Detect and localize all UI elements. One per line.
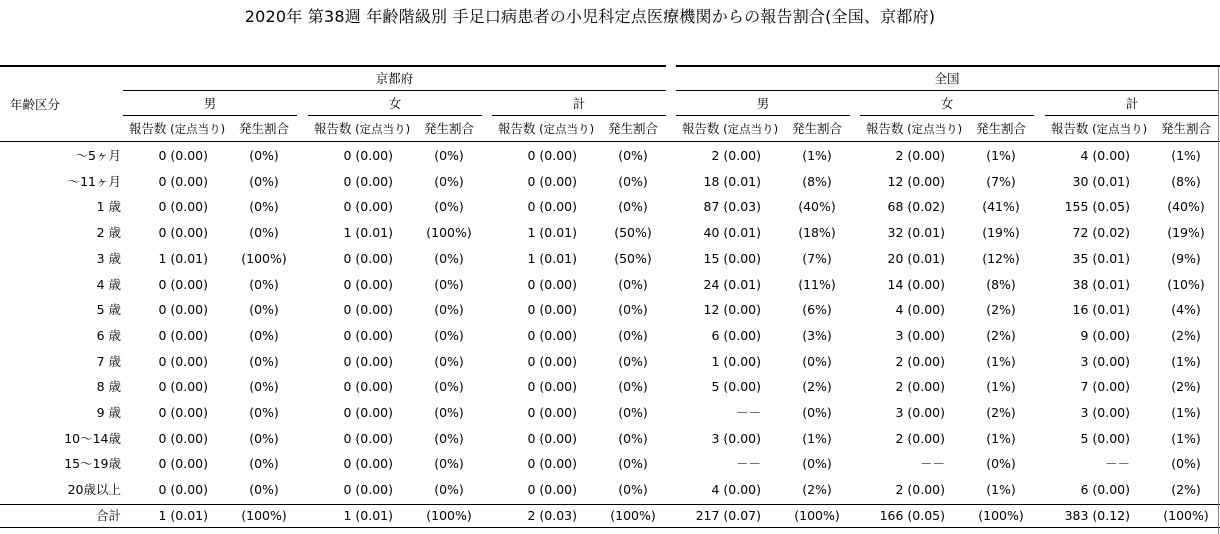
report-count: 0 (0.00) bbox=[343, 302, 393, 318]
report-count: 14 (0.00) bbox=[887, 276, 945, 292]
incidence-ratio: (2%) bbox=[1171, 379, 1201, 395]
incidence-ratio: (0%) bbox=[434, 405, 464, 420]
report-count: 2 (0.00) bbox=[895, 353, 945, 369]
incidence-ratio: (0%) bbox=[249, 173, 279, 189]
incidence-ratio: (1%) bbox=[986, 148, 1016, 163]
incidence-ratio: (1%) bbox=[1171, 430, 1201, 446]
report-count: 0 (0.00) bbox=[158, 379, 208, 395]
report-count: 24 (0.01) bbox=[703, 276, 761, 292]
report-count: 0 (0.00) bbox=[158, 276, 208, 292]
incidence-ratio: (0%) bbox=[802, 405, 832, 420]
incidence-ratio: (2%) bbox=[986, 405, 1016, 420]
incidence-ratio: (0%) bbox=[618, 482, 648, 498]
top-rule bbox=[0, 65, 666, 67]
report-count: 2 (0.00) bbox=[895, 148, 945, 163]
incidence-ratio: (8%) bbox=[986, 276, 1016, 292]
sex-rule bbox=[676, 115, 850, 116]
incidence-ratio: (40%) bbox=[1167, 199, 1205, 215]
region-rule bbox=[123, 90, 666, 91]
report-count: 4 (0.00) bbox=[711, 482, 761, 498]
per-site-label: (定点当り) bbox=[903, 122, 963, 136]
age-label: ～11ヶ月 bbox=[67, 173, 121, 189]
count-label: 報告数 bbox=[497, 121, 536, 136]
incidence-ratio: (0%) bbox=[618, 405, 648, 420]
sex-header: 男 bbox=[203, 96, 217, 111]
report-count: 2 (0.00) bbox=[895, 430, 945, 446]
report-count: 38 (0.01) bbox=[1072, 276, 1130, 292]
incidence-ratio: (0%) bbox=[618, 353, 648, 369]
age-label: 10～14歳 bbox=[64, 430, 121, 446]
report-count: 0 (0.00) bbox=[158, 173, 208, 189]
report-count: 0 (0.00) bbox=[343, 327, 393, 343]
incidence-ratio: (7%) bbox=[986, 173, 1016, 189]
incidence-ratio: (12%) bbox=[982, 250, 1020, 266]
report-count: 0 (0.00) bbox=[158, 199, 208, 215]
report-count: 2 (0.00) bbox=[895, 482, 945, 498]
report-count: 0 (0.00) bbox=[343, 405, 393, 420]
ratio-header: 発生割合 bbox=[1160, 121, 1211, 136]
report-count: 4 (0.00) bbox=[1080, 148, 1130, 163]
incidence-ratio: (10%) bbox=[1167, 276, 1205, 292]
incidence-ratio: (0%) bbox=[249, 379, 279, 395]
report-count: －－ bbox=[735, 456, 761, 472]
report-count: 1 (0.01) bbox=[158, 250, 208, 266]
incidence-ratio: (0%) bbox=[618, 199, 648, 215]
report-count: 87 (0.03) bbox=[703, 199, 761, 215]
report-count: 0 (0.00) bbox=[527, 327, 577, 343]
count-header bbox=[676, 120, 784, 138]
sex-header: 女 bbox=[388, 96, 402, 111]
incidence-ratio: (1%) bbox=[986, 353, 1016, 369]
per-site-label: (定点当り) bbox=[535, 122, 595, 136]
report-count: 0 (0.00) bbox=[527, 148, 577, 163]
incidence-ratio: (0%) bbox=[249, 482, 279, 498]
age-label: 5 歳 bbox=[96, 302, 121, 318]
age-label: 2 歳 bbox=[96, 225, 121, 241]
incidence-ratio: (100%) bbox=[610, 507, 656, 523]
incidence-ratio: (0%) bbox=[434, 276, 464, 292]
incidence-ratio: (8%) bbox=[1171, 173, 1201, 189]
incidence-ratio: (0%) bbox=[434, 302, 464, 318]
report-count: 3 (0.00) bbox=[895, 405, 945, 420]
report-count: 3 (0.00) bbox=[711, 430, 761, 446]
age-label: 4 歳 bbox=[96, 276, 121, 292]
age-label: 9 歳 bbox=[96, 405, 121, 420]
incidence-ratio: (0%) bbox=[249, 302, 279, 318]
count-label: 報告数 bbox=[865, 121, 904, 136]
report-count: 1 (0.00) bbox=[711, 353, 761, 369]
count-header bbox=[123, 120, 231, 138]
report-count: 0 (0.00) bbox=[158, 148, 208, 163]
incidence-ratio: (1%) bbox=[802, 148, 832, 163]
incidence-ratio: (0%) bbox=[249, 327, 279, 343]
incidence-ratio: (0%) bbox=[434, 250, 464, 266]
age-label: 15～19歳 bbox=[64, 456, 121, 472]
report-count: 2 (0.03) bbox=[527, 507, 577, 523]
incidence-ratio: (0%) bbox=[618, 456, 648, 472]
incidence-ratio: (6%) bbox=[802, 302, 832, 318]
incidence-ratio: (3%) bbox=[802, 327, 832, 343]
count-label: 報告数 bbox=[128, 121, 167, 136]
age-label: 20歳以上 bbox=[67, 482, 121, 498]
age-label: 6 歳 bbox=[96, 327, 121, 343]
report-count: 18 (0.01) bbox=[703, 173, 761, 189]
region-header: 全国 bbox=[934, 71, 960, 86]
incidence-ratio: (0%) bbox=[434, 482, 464, 498]
incidence-ratio: (0%) bbox=[802, 456, 832, 472]
incidence-ratio: (0%) bbox=[434, 199, 464, 215]
report-count: 2 (0.00) bbox=[895, 379, 945, 395]
top-rule bbox=[676, 65, 1220, 67]
incidence-ratio: (4%) bbox=[1171, 302, 1201, 318]
report-count: －－ bbox=[919, 456, 945, 472]
incidence-ratio: (100%) bbox=[241, 250, 287, 266]
age-label: 3 歳 bbox=[96, 250, 121, 266]
incidence-ratio: (0%) bbox=[802, 353, 832, 369]
region-rule bbox=[676, 90, 1218, 91]
incidence-ratio: (0%) bbox=[249, 225, 279, 241]
report-count: 7 (0.00) bbox=[1080, 379, 1130, 395]
incidence-ratio: (0%) bbox=[434, 327, 464, 343]
report-count: 0 (0.00) bbox=[158, 456, 208, 472]
incidence-ratio: (100%) bbox=[978, 507, 1024, 523]
age-label: 8 歳 bbox=[96, 379, 121, 395]
report-count: 0 (0.00) bbox=[527, 173, 577, 189]
incidence-ratio: (0%) bbox=[434, 456, 464, 472]
report-count: 6 (0.00) bbox=[711, 327, 761, 343]
incidence-ratio: (19%) bbox=[982, 225, 1020, 241]
incidence-ratio: (100%) bbox=[241, 507, 287, 523]
report-count: 68 (0.02) bbox=[887, 199, 945, 215]
incidence-ratio: (8%) bbox=[802, 173, 832, 189]
count-header bbox=[1045, 120, 1153, 138]
incidence-ratio: (0%) bbox=[618, 173, 648, 189]
incidence-ratio: (2%) bbox=[802, 379, 832, 395]
incidence-ratio: (100%) bbox=[794, 507, 840, 523]
report-count: 35 (0.01) bbox=[1072, 250, 1130, 266]
ratio-header: 発生割合 bbox=[975, 121, 1026, 136]
report-count: 1 (0.01) bbox=[343, 507, 393, 523]
report-count: 383 (0.12) bbox=[1064, 507, 1130, 523]
report-count: 0 (0.00) bbox=[343, 482, 393, 498]
incidence-ratio: (0%) bbox=[434, 148, 464, 163]
count-header bbox=[308, 120, 416, 138]
incidence-ratio: (0%) bbox=[249, 456, 279, 472]
report-count: 12 (0.00) bbox=[703, 302, 761, 318]
report-count: 0 (0.00) bbox=[343, 199, 393, 215]
report-count: 5 (0.00) bbox=[711, 379, 761, 395]
count-label: 報告数 bbox=[1050, 121, 1089, 136]
incidence-ratio: (18%) bbox=[798, 225, 836, 241]
report-count: 166 (0.05) bbox=[879, 507, 945, 523]
report-count: 0 (0.00) bbox=[158, 225, 208, 241]
incidence-ratio: (0%) bbox=[434, 353, 464, 369]
incidence-ratio: (1%) bbox=[1171, 148, 1201, 163]
report-count: 0 (0.00) bbox=[343, 456, 393, 472]
incidence-ratio: (0%) bbox=[618, 327, 648, 343]
incidence-ratio: (40%) bbox=[798, 199, 836, 215]
report-count: 0 (0.00) bbox=[527, 199, 577, 215]
sex-rule bbox=[860, 115, 1034, 116]
incidence-ratio: (1%) bbox=[1171, 405, 1201, 420]
right-edge bbox=[1218, 67, 1219, 534]
report-count: 0 (0.00) bbox=[343, 430, 393, 446]
incidence-ratio: (41%) bbox=[982, 199, 1020, 215]
ratio-header: 発生割合 bbox=[607, 121, 658, 136]
report-count: 3 (0.00) bbox=[895, 327, 945, 343]
report-count: 3 (0.00) bbox=[1080, 405, 1130, 420]
report-count: －－ bbox=[735, 405, 761, 420]
incidence-ratio: (2%) bbox=[986, 302, 1016, 318]
row-label-header: 年齢区分 bbox=[10, 97, 61, 112]
incidence-ratio: (0%) bbox=[434, 379, 464, 395]
incidence-ratio: (100%) bbox=[426, 507, 472, 523]
incidence-ratio: (0%) bbox=[249, 353, 279, 369]
report-count: 6 (0.00) bbox=[1080, 482, 1130, 498]
report-count: 0 (0.00) bbox=[527, 379, 577, 395]
report-count: 12 (0.00) bbox=[887, 173, 945, 189]
report-count: 1 (0.01) bbox=[343, 225, 393, 241]
report-count: 0 (0.00) bbox=[158, 405, 208, 420]
sex-rule bbox=[1045, 115, 1219, 116]
report-count: 72 (0.02) bbox=[1072, 225, 1130, 241]
report-count: 0 (0.00) bbox=[527, 276, 577, 292]
incidence-ratio: (1%) bbox=[986, 430, 1016, 446]
header-rule bbox=[0, 141, 1220, 142]
incidence-ratio: (0%) bbox=[1171, 456, 1201, 472]
incidence-ratio: (11%) bbox=[798, 276, 836, 292]
report-count: 0 (0.00) bbox=[527, 353, 577, 369]
age-label: 7 歳 bbox=[96, 353, 121, 369]
incidence-ratio: (19%) bbox=[1167, 225, 1205, 241]
count-label: 報告数 bbox=[313, 121, 352, 136]
age-label: 合計 bbox=[95, 507, 121, 523]
report-count: 0 (0.00) bbox=[527, 405, 577, 420]
report-count: 1 (0.01) bbox=[158, 507, 208, 523]
sex-header: 男 bbox=[756, 96, 770, 111]
report-count: 4 (0.00) bbox=[895, 302, 945, 318]
count-header bbox=[492, 120, 600, 138]
sex-rule bbox=[492, 115, 666, 116]
report-count: 0 (0.00) bbox=[158, 353, 208, 369]
incidence-ratio: (0%) bbox=[618, 276, 648, 292]
incidence-ratio: (1%) bbox=[802, 430, 832, 446]
per-site-label: (定点当り) bbox=[351, 122, 411, 136]
incidence-ratio: (100%) bbox=[1163, 507, 1209, 523]
count-header bbox=[860, 120, 968, 138]
report-count: 0 (0.00) bbox=[158, 302, 208, 318]
incidence-ratio: (7%) bbox=[802, 250, 832, 266]
report-count: 0 (0.00) bbox=[343, 353, 393, 369]
incidence-ratio: (0%) bbox=[618, 302, 648, 318]
incidence-ratio: (2%) bbox=[802, 482, 832, 498]
incidence-ratio: (9%) bbox=[1171, 250, 1201, 266]
incidence-ratio: (0%) bbox=[618, 379, 648, 395]
incidence-ratio: (100%) bbox=[426, 225, 472, 241]
ratio-header: 発生割合 bbox=[791, 121, 842, 136]
report-count: 0 (0.00) bbox=[343, 250, 393, 266]
sex-header: 計 bbox=[1125, 96, 1139, 111]
ratio-header: 発生割合 bbox=[238, 121, 289, 136]
sex-rule bbox=[308, 115, 482, 116]
report-count: 15 (0.00) bbox=[703, 250, 761, 266]
report-count: 0 (0.00) bbox=[158, 430, 208, 446]
report-count: 3 (0.00) bbox=[1080, 353, 1130, 369]
report-count: 40 (0.01) bbox=[703, 225, 761, 241]
report-count: 9 (0.00) bbox=[1080, 327, 1130, 343]
report-count: 20 (0.01) bbox=[887, 250, 945, 266]
region-header: 京都府 bbox=[375, 71, 414, 86]
incidence-ratio: (50%) bbox=[614, 250, 652, 266]
incidence-ratio: (1%) bbox=[986, 482, 1016, 498]
report-count: 32 (0.01) bbox=[887, 225, 945, 241]
incidence-ratio: (1%) bbox=[1171, 353, 1201, 369]
incidence-ratio: (50%) bbox=[614, 225, 652, 241]
age-label: ～5ヶ月 bbox=[75, 148, 121, 163]
incidence-ratio: (0%) bbox=[249, 148, 279, 163]
incidence-ratio: (1%) bbox=[986, 379, 1016, 395]
sex-header: 計 bbox=[572, 96, 586, 111]
report-count: 0 (0.00) bbox=[343, 148, 393, 163]
incidence-ratio: (0%) bbox=[249, 430, 279, 446]
incidence-ratio: (0%) bbox=[986, 456, 1016, 472]
per-site-label: (定点当り) bbox=[1088, 122, 1148, 136]
report-count: 0 (0.00) bbox=[527, 302, 577, 318]
report-count: 0 (0.00) bbox=[527, 482, 577, 498]
incidence-ratio: (0%) bbox=[249, 276, 279, 292]
report-count: －－ bbox=[1104, 456, 1130, 472]
report-count: 16 (0.01) bbox=[1072, 302, 1130, 318]
incidence-ratio: (2%) bbox=[1171, 327, 1201, 343]
report-count: 1 (0.01) bbox=[527, 250, 577, 266]
report-count: 0 (0.00) bbox=[343, 173, 393, 189]
incidence-ratio: (2%) bbox=[1171, 482, 1201, 498]
report-count: 217 (0.07) bbox=[695, 507, 761, 523]
incidence-ratio: (2%) bbox=[986, 327, 1016, 343]
page-title: 2020年 第38週 年齢階級別 手足口病患者の小児科定点医療機関からの報告割合(全国、京都府) bbox=[244, 7, 936, 26]
count-label: 報告数 bbox=[681, 121, 720, 136]
report-count: 0 (0.00) bbox=[527, 456, 577, 472]
report-count: 0 (0.00) bbox=[158, 327, 208, 343]
report-count: 0 (0.00) bbox=[158, 482, 208, 498]
per-site-label: (定点当り) bbox=[166, 122, 226, 136]
incidence-ratio: (0%) bbox=[618, 148, 648, 163]
report-count: 1 (0.01) bbox=[527, 225, 577, 241]
report-count: 2 (0.00) bbox=[711, 148, 761, 163]
bottom-rule bbox=[0, 527, 1220, 528]
report-count: 155 (0.05) bbox=[1064, 199, 1130, 215]
incidence-ratio: (0%) bbox=[618, 430, 648, 446]
incidence-ratio: (0%) bbox=[434, 173, 464, 189]
report-count: 0 (0.00) bbox=[343, 379, 393, 395]
report-count: 0 (0.00) bbox=[343, 276, 393, 292]
sex-rule bbox=[123, 115, 297, 116]
total-rule bbox=[0, 504, 1220, 505]
incidence-ratio: (0%) bbox=[434, 430, 464, 446]
report-count: 5 (0.00) bbox=[1080, 430, 1130, 446]
incidence-ratio: (0%) bbox=[249, 405, 279, 420]
report-count: 30 (0.01) bbox=[1072, 173, 1130, 189]
report-count: 0 (0.00) bbox=[527, 430, 577, 446]
incidence-ratio: (0%) bbox=[249, 199, 279, 215]
per-site-label: (定点当り) bbox=[719, 122, 779, 136]
age-label: 1 歳 bbox=[96, 199, 121, 215]
ratio-header: 発生割合 bbox=[423, 121, 474, 136]
sex-header: 女 bbox=[940, 96, 954, 111]
